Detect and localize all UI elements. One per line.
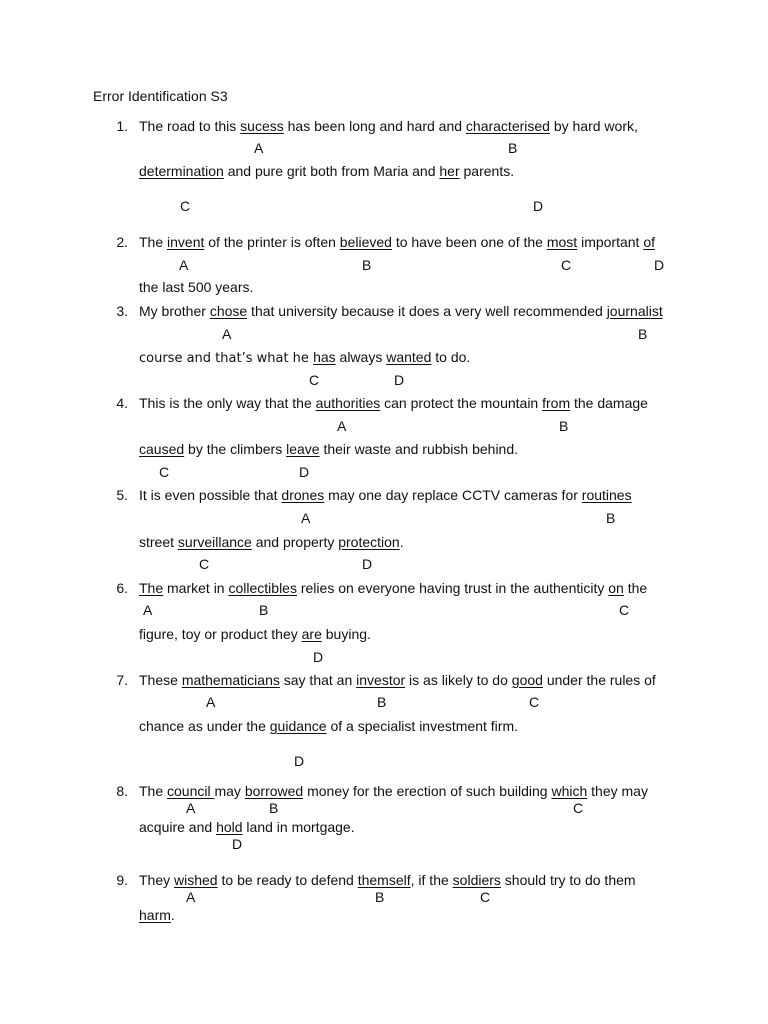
question-text-line: The council may borrowed money for the erection of such building which they may bbox=[139, 783, 648, 799]
option-a-text: chose bbox=[209, 303, 248, 319]
option-label-b: B bbox=[559, 418, 569, 434]
option-label-b: B bbox=[259, 602, 269, 618]
option-a-text: invent bbox=[167, 234, 205, 250]
option-label-b: B bbox=[508, 140, 518, 156]
option-text: harm bbox=[139, 907, 171, 923]
option-label-a: A bbox=[186, 800, 196, 816]
option-b-text: borrowed bbox=[244, 783, 304, 799]
option-label-d: D bbox=[394, 372, 405, 388]
option-b-text: routines bbox=[581, 487, 632, 503]
option-d-text: protection bbox=[338, 534, 400, 550]
question-text-line: the last 500 years. bbox=[139, 279, 254, 295]
option-label-d: D bbox=[654, 257, 665, 273]
option-a-text: wished bbox=[174, 872, 218, 888]
page-title: Error Identification S3 bbox=[93, 88, 228, 104]
option-label-a: A bbox=[179, 257, 189, 273]
option-d-text: of bbox=[643, 234, 656, 250]
option-label-b: B bbox=[606, 510, 616, 526]
question-number: 7. bbox=[116, 672, 128, 688]
option-label-a: A bbox=[143, 602, 153, 618]
option-label-a: A bbox=[222, 326, 232, 342]
option-label-d: D bbox=[232, 836, 243, 852]
question-text-line: determination and pure grit both from Maria and her parents. bbox=[139, 163, 515, 179]
option-a-text: mathematicians bbox=[181, 672, 280, 688]
question-text-line: caused by the climbers leave their waste and rubbish behind. bbox=[139, 441, 519, 457]
option-label-c: C bbox=[159, 464, 170, 480]
question-number: 5. bbox=[116, 487, 128, 503]
option-label-b: B bbox=[638, 326, 648, 342]
option-c-text: soldiers bbox=[452, 872, 501, 888]
option-a-text: sucess bbox=[240, 118, 284, 134]
question-text-line: It is even possible that drones may one day replace CCTV cameras for routines bbox=[139, 487, 632, 503]
option-c-text: determination bbox=[139, 163, 224, 179]
question-text-line: course and that’s what he has always wanted to do. bbox=[139, 349, 471, 366]
question-text-line: chance as under the guidance of a specialist investment firm. bbox=[139, 718, 518, 734]
option-label-c: C bbox=[180, 198, 191, 214]
option-label-a: A bbox=[337, 418, 347, 434]
option-label-a: A bbox=[206, 694, 216, 710]
question-text-line: They wished to be ready to defend themself, if the soldiers should try to do them bbox=[139, 872, 636, 888]
question-number: 3. bbox=[116, 303, 128, 319]
option-d-text: wanted bbox=[386, 349, 432, 365]
option-a-text: drones bbox=[281, 487, 325, 503]
option-label-b: B bbox=[362, 257, 372, 273]
option-a-text: council bbox=[167, 783, 215, 799]
option-b-text: collectibles bbox=[228, 580, 297, 596]
option-label-c: C bbox=[573, 800, 584, 816]
option-d-text: leave bbox=[286, 441, 320, 457]
option-a-text: authorities bbox=[315, 395, 381, 411]
option-label-c: C bbox=[199, 556, 210, 572]
option-label-b: B bbox=[377, 694, 387, 710]
question-text-line: The invent of the printer is often believed to have been one of the most important of bbox=[139, 234, 656, 250]
option-label-d: D bbox=[362, 556, 373, 572]
question-number: 9. bbox=[116, 872, 128, 888]
question-text-line: My brother chose that university because it does a very well recommended journalist bbox=[139, 303, 663, 319]
question-number: 1. bbox=[116, 118, 128, 134]
option-c-text: caused bbox=[139, 441, 185, 457]
option-b-text: from bbox=[542, 395, 571, 411]
question-text-line: The market in collectibles relies on everyone having trust in the authenticity on the bbox=[139, 580, 648, 596]
option-b-text: themself bbox=[357, 872, 411, 888]
option-d-text: hold bbox=[216, 819, 243, 835]
option-label-c: C bbox=[309, 372, 320, 388]
option-a-text: The bbox=[139, 580, 164, 596]
option-d-text: guidance bbox=[269, 718, 327, 734]
question-text-line: harm. bbox=[139, 907, 175, 923]
option-b-text: believed bbox=[339, 234, 392, 250]
option-label-d: D bbox=[294, 753, 305, 769]
option-b-text: investor bbox=[356, 672, 406, 688]
option-label-c: C bbox=[480, 889, 491, 905]
question-text-line: street surveillance and property protection. bbox=[139, 534, 404, 550]
question-number: 8. bbox=[116, 783, 128, 799]
option-c-text: which bbox=[551, 783, 588, 799]
option-b-text: journalist bbox=[606, 303, 663, 319]
question-text-line: This is the only way that the authorities can protect the mountain from the damage bbox=[139, 395, 648, 411]
option-c-text: most bbox=[546, 234, 578, 250]
option-label-c: C bbox=[561, 257, 572, 273]
option-label-a: A bbox=[254, 140, 264, 156]
option-c-text: surveillance bbox=[177, 534, 252, 550]
option-c-text: has bbox=[313, 349, 336, 365]
option-label-c: C bbox=[619, 602, 630, 618]
option-label-b: B bbox=[269, 800, 279, 816]
question-text-line: These mathematicians say that an investor is as likely to do good under the rules of bbox=[139, 672, 656, 688]
option-label-d: D bbox=[299, 464, 310, 480]
question-number: 2. bbox=[116, 234, 128, 250]
option-d-text: are bbox=[301, 626, 322, 642]
option-c-text: on bbox=[608, 580, 624, 596]
option-label-a: A bbox=[186, 889, 196, 905]
option-label-c: C bbox=[529, 694, 540, 710]
option-label-d: D bbox=[533, 198, 544, 214]
question-number: 6. bbox=[116, 580, 128, 596]
question-text-line: figure, toy or product they are buying. bbox=[139, 626, 371, 642]
option-d-text: her bbox=[439, 163, 460, 179]
option-label-d: D bbox=[313, 649, 324, 665]
option-c-text: good bbox=[511, 672, 543, 688]
option-b-text: characterised bbox=[465, 118, 550, 134]
question-number: 4. bbox=[116, 395, 128, 411]
question-text-line: The road to this sucess has been long and hard and characterised by hard work, bbox=[139, 118, 638, 134]
question-text-line: acquire and hold land in mortgage. bbox=[139, 819, 355, 835]
option-label-a: A bbox=[301, 510, 311, 526]
option-label-b: B bbox=[375, 889, 385, 905]
